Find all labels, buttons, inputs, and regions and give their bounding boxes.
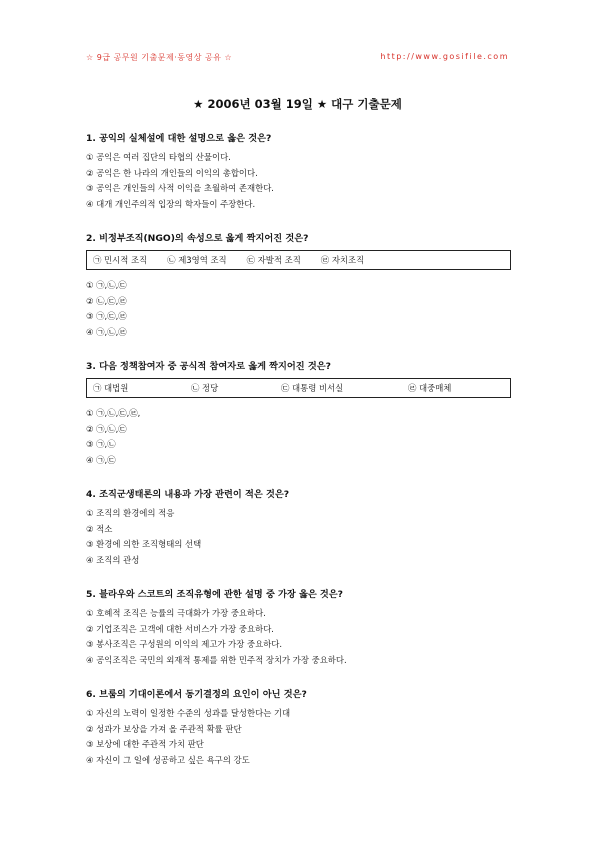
question-text: 2. 비정부조직(NGO)의 속성으로 옳게 짝지어진 것은?	[86, 233, 309, 244]
option-4[interactable]: ④ 자신이 그 일에 성공하고 싶은 욕구의 강도	[86, 754, 250, 765]
option-list	[86, 506, 516, 568]
option-list	[86, 706, 516, 768]
question-1	[86, 130, 516, 212]
question-text: 5. 블라우와 스코트의 조직유형에 관한 설명 중 가장 옳은 것은?	[86, 589, 344, 600]
option-2[interactable]: ② 적소	[86, 523, 113, 534]
option-4[interactable]: ④ ㉠,㉢	[86, 454, 116, 465]
option-4[interactable]: ④ 공익조직은 국민의 외재적 통제를 위한 민주적 장치가 가장 중요하다.	[86, 654, 347, 665]
question-text: 1. 공익의 실체설에 대한 설명으로 옳은 것은?	[86, 133, 272, 144]
choice-box	[86, 250, 511, 270]
box-item: ㉡ 정당	[191, 383, 219, 393]
question-4	[86, 486, 516, 568]
option-4[interactable]: ④ 조직의 관성	[86, 554, 140, 565]
option-3[interactable]: ③ ㉠,㉡	[86, 439, 116, 449]
box-item: ㉢ 대통령 비서실	[281, 383, 344, 393]
box-item: ㉠ 민시적 조직	[93, 255, 148, 265]
page-title: ★ 2006년 03월 19일 ★ 대구 기출문제	[193, 97, 402, 111]
option-list	[86, 150, 516, 212]
option-3[interactable]: ③ 보상에 대한 주관적 가치 판단	[86, 739, 204, 749]
option-2[interactable]: ② 공익은 한 나라의 개인들의 이익의 총합이다.	[86, 167, 258, 178]
option-1[interactable]: ① 조직의 환경에의 적응	[86, 508, 175, 518]
choice-box	[86, 378, 511, 398]
page-header	[86, 52, 509, 66]
option-2[interactable]: ② 기업조직은 고객에 대한 서비스가 가장 중요하다.	[86, 623, 274, 634]
option-4[interactable]: ④ ㉠,㉡,㉣	[86, 326, 127, 337]
option-4[interactable]: ④ 대개 개인주의적 입장의 학자들이 주장한다.	[86, 198, 256, 209]
question-list	[86, 130, 516, 786]
question-text: 3. 다음 정책참여자 중 공식적 참여자로 옳게 짝지어진 것은?	[86, 361, 331, 372]
question-2	[86, 230, 516, 340]
option-1[interactable]: ① 자신의 노력이 일정한 수준의 성과를 달성한다는 기대	[86, 708, 291, 718]
option-2[interactable]: ② 성과가 보상을 가져 올 주관적 확률 판단	[86, 723, 242, 734]
box-item: ㉡ 제3영역 조직	[167, 255, 227, 265]
box-item: ㉣ 대중매체	[408, 383, 452, 393]
option-3[interactable]: ③ 환경에 의한 조직형태의 선택	[86, 539, 202, 549]
option-1[interactable]: ① ㉠,㉡,㉢	[86, 280, 127, 290]
option-list	[86, 606, 516, 668]
option-1[interactable]: ① 공익은 여러 집단의 타협의 산물이다.	[86, 152, 231, 162]
option-1[interactable]: ① ㉠,㉡,㉢,㉣,	[86, 408, 141, 418]
option-list	[86, 278, 516, 340]
option-2[interactable]: ② ㉠,㉡,㉢	[86, 423, 127, 434]
option-1[interactable]: ① 호혜적 조직은 능률의 극대화가 가장 중요하다.	[86, 608, 266, 618]
option-list	[86, 406, 516, 468]
question-6	[86, 686, 516, 768]
header-banner-text: ☆ 9급 공무원 기출문제·동영상 공유 ☆	[86, 53, 233, 62]
box-item: ㉢ 자발적 조직	[246, 255, 301, 265]
box-item: ㉠ 대법원	[93, 383, 129, 393]
question-5	[86, 586, 516, 668]
option-3[interactable]: ③ ㉠,㉢,㉣	[86, 311, 127, 321]
option-2[interactable]: ② ㉡,㉢,㉣	[86, 295, 127, 306]
option-3[interactable]: ③ 공익은 개인들의 사적 이익을 초월하여 존재한다.	[86, 183, 274, 193]
option-3[interactable]: ③ 봉사조직은 구성원의 이익의 제고가 가장 중요하다.	[86, 639, 283, 649]
question-text: 4. 조직군생태론의 내용과 가장 관련이 적은 것은?	[86, 489, 290, 500]
box-item: ㉣ 자치조직	[320, 255, 365, 265]
question-3	[86, 358, 516, 468]
header-site-link[interactable]: http://www.gosifile.com	[380, 52, 509, 61]
question-text: 6. 브룸의 기대이론에서 동기결정의 요인이 아닌 것은?	[86, 689, 307, 700]
